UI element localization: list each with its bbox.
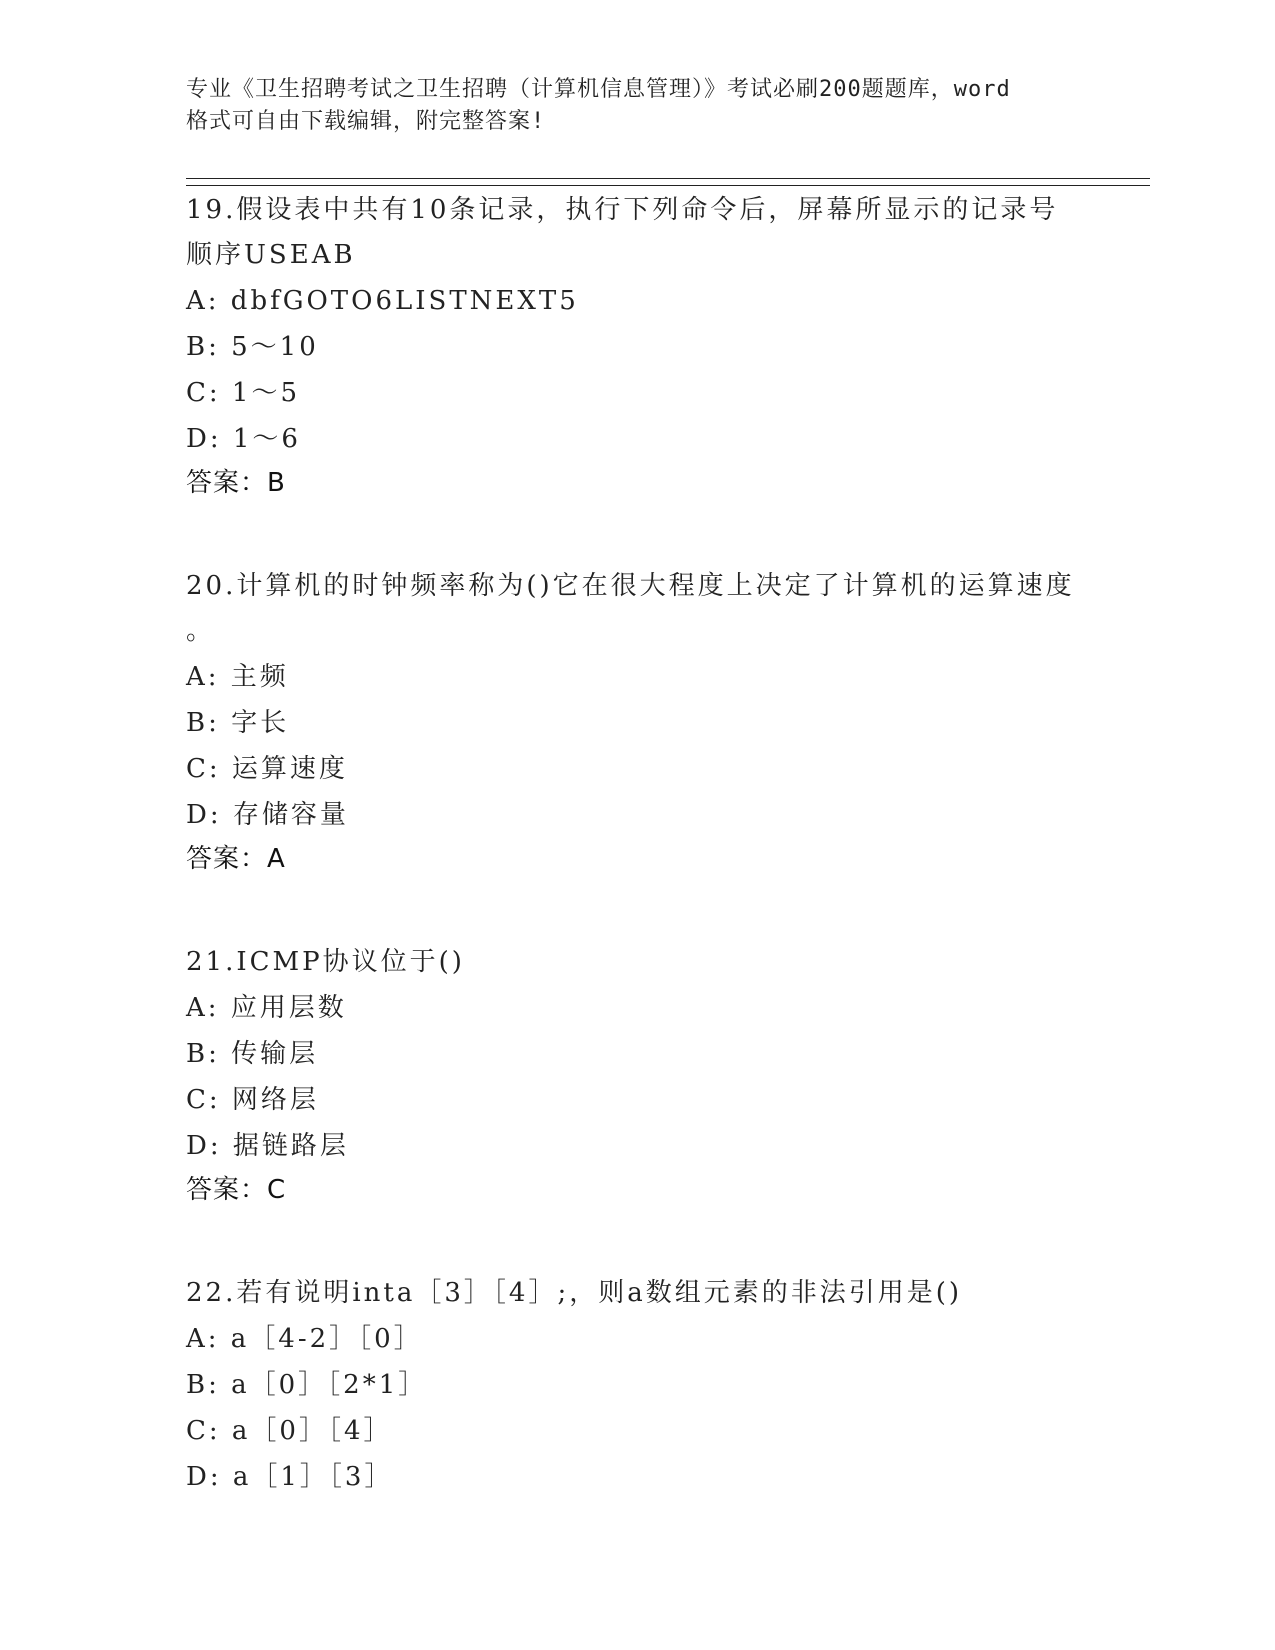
question-21	[186, 940, 1086, 1211]
header-line-2: 格式可自由下载编辑，附完整答案!	[186, 109, 546, 134]
question-text: 22.若有说明inta［3］［4］;，则a数组元素的非法引用是()	[186, 1278, 962, 1308]
question-text: 19.假设表中共有10条记录，执行下列命令后，屏幕所显示的记录号	[186, 195, 1059, 225]
question-22	[186, 1271, 1086, 1500]
question-text-continued: 。	[186, 616, 216, 646]
option-a: A: a［4-2］［0］	[186, 1324, 423, 1354]
header-divider-bottom	[186, 185, 1150, 186]
question-20	[186, 564, 1086, 880]
option-b: B: a［0］［2*1］	[186, 1370, 428, 1400]
option-a: A: 应用层数	[186, 993, 347, 1023]
option-d: D: 存储容量	[186, 800, 349, 830]
option-b: B: 传输层	[186, 1039, 319, 1069]
answer: 答案：C	[186, 1175, 287, 1205]
answer: 答案：B	[186, 468, 286, 498]
header-line-1: 专业《卫生招聘考试之卫生招聘（计算机信息管理）》考试必刷200题题库，word	[186, 77, 1011, 102]
option-d: D: a［1］［3］	[186, 1462, 394, 1492]
question-text: 20.计算机的时钟频率称为()它在很大程度上决定了计算机的运算速度	[186, 571, 1075, 601]
option-a: A: 主频	[186, 662, 289, 692]
option-b: B: 字长	[186, 708, 290, 738]
question-text: 21.ICMP协议位于()	[186, 947, 465, 977]
header-divider-top	[186, 178, 1150, 179]
option-b: B: 5～10	[186, 332, 319, 362]
question-text-continued: 顺序USEAB	[186, 240, 356, 270]
option-d: D: 据链路层	[186, 1131, 349, 1161]
document-header	[186, 74, 1076, 138]
question-19	[186, 188, 1086, 504]
option-a: A: dbfGOTO6LISTNEXT5	[186, 286, 579, 316]
option-c: C: 网络层	[186, 1085, 319, 1115]
option-c: C: a［0］［4］	[186, 1416, 393, 1446]
option-c: C: 1～5	[186, 378, 301, 408]
option-c: C: 运算速度	[186, 754, 348, 784]
question-list	[186, 188, 1086, 1500]
option-d: D: 1～6	[186, 424, 301, 454]
answer: 答案：A	[186, 844, 286, 874]
